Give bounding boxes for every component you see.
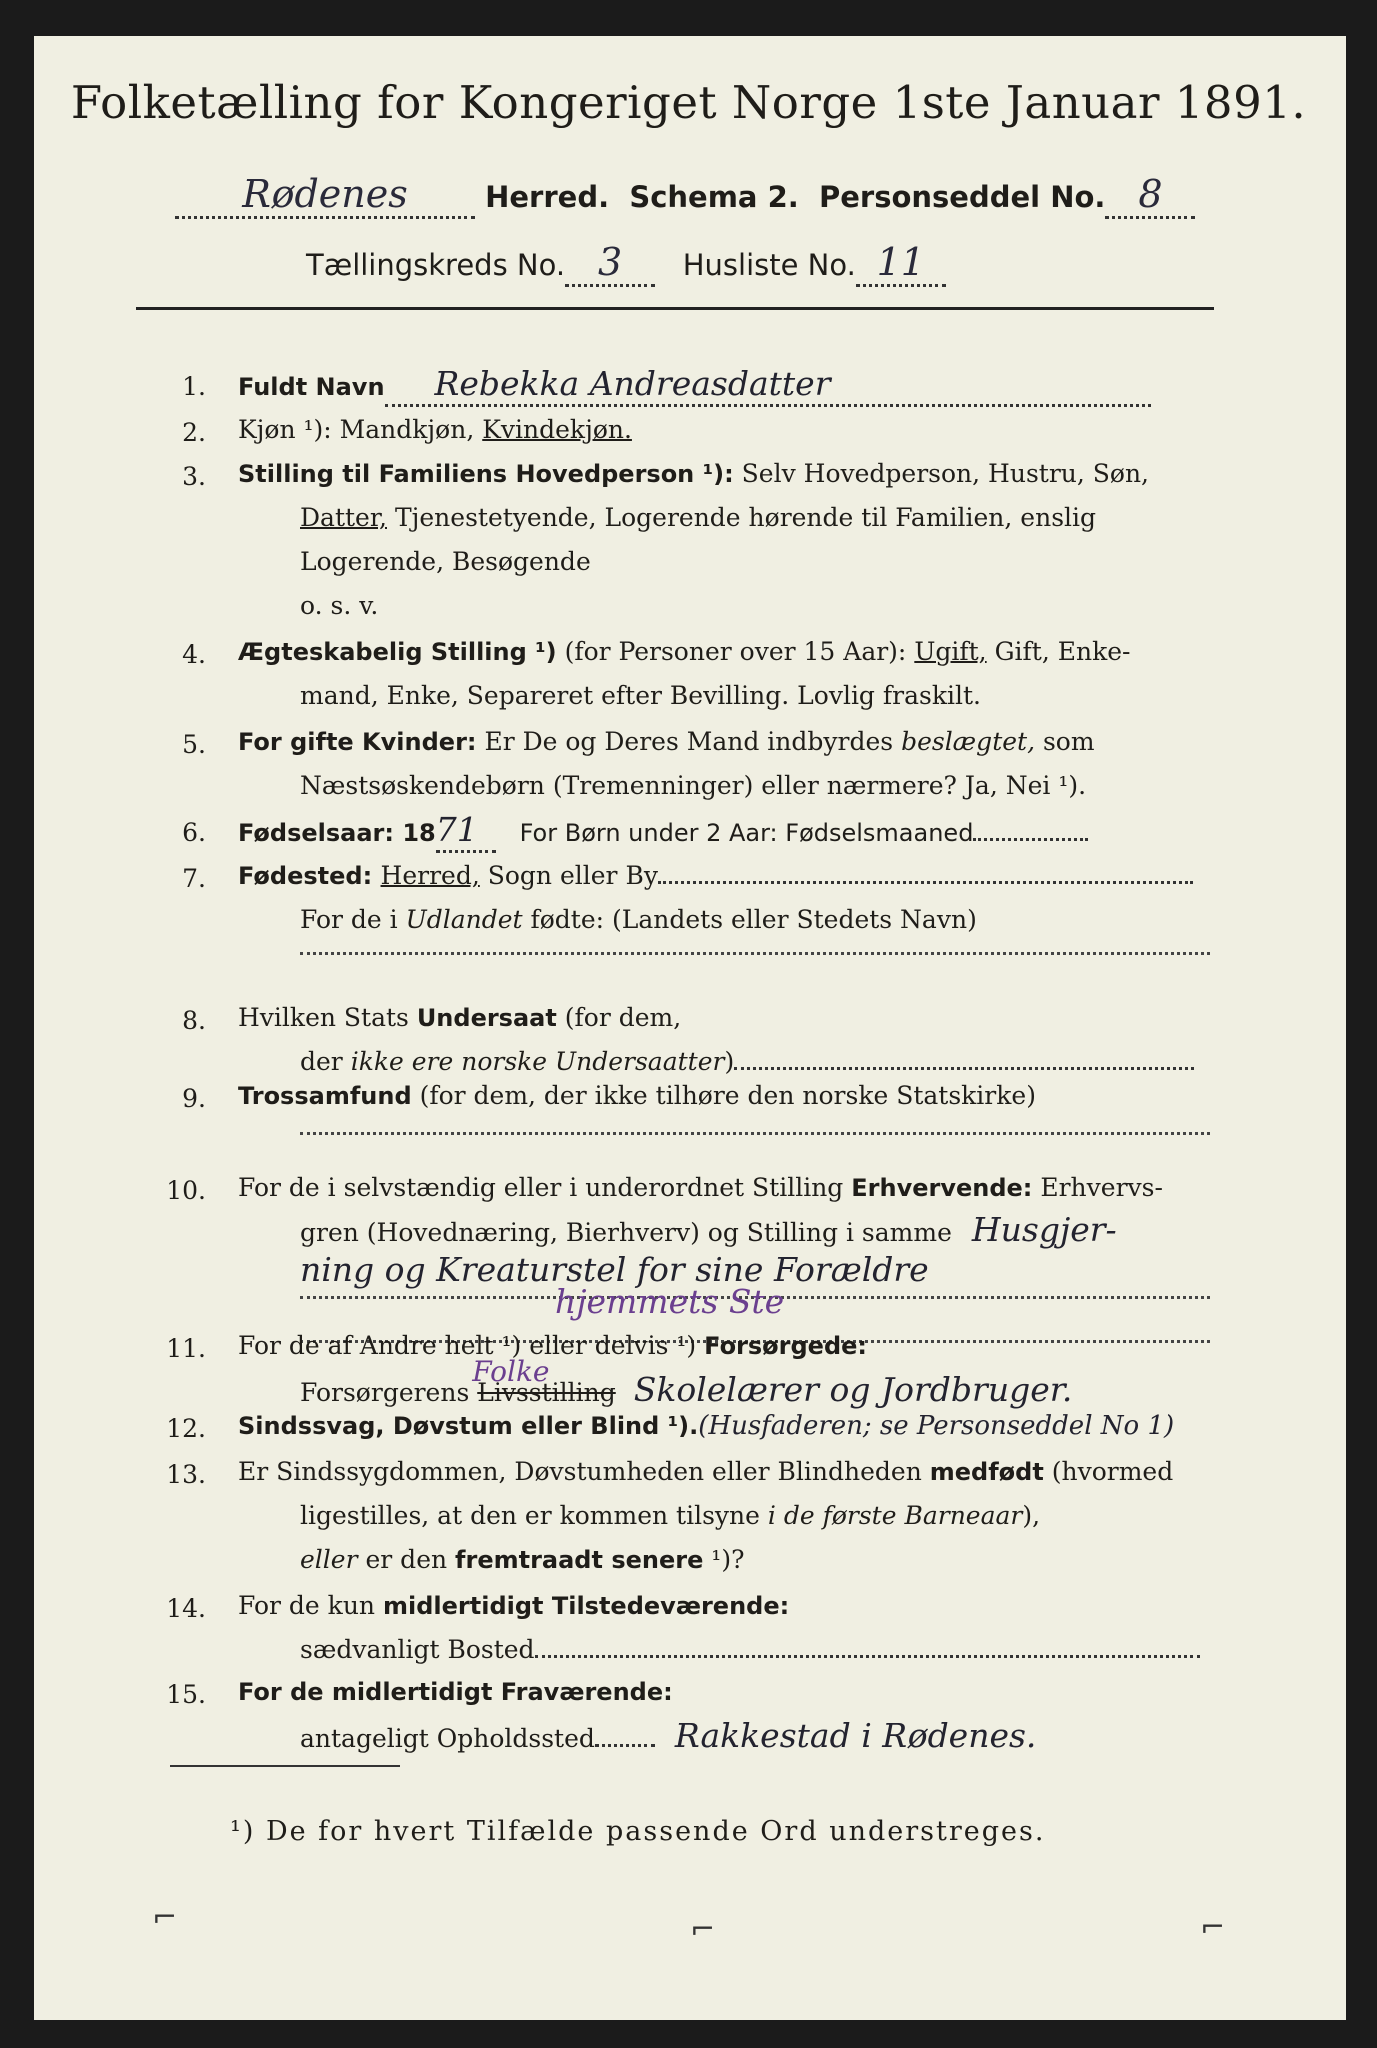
temporary-present-keyword: midlertidigt Tilstedeværende: [382, 1592, 790, 1620]
occupation-value: Husgjer- [971, 1210, 1117, 1249]
disability-onset-label: Er Sindssygdommen, Døvstumheden eller Blindheden [238, 1457, 930, 1486]
citizenship-blank [734, 1067, 1194, 1070]
header-rule [136, 307, 1214, 310]
disability-onset-label: ), [1022, 1501, 1041, 1530]
taellingskreds-line [306, 240, 946, 287]
married-women-question: Er De og Deres Mand indbyrdes [476, 727, 902, 756]
item-number: 15. [166, 1680, 206, 1709]
birth-month-value [973, 838, 1088, 841]
disability-onset-label: ligestilles, at den er kommen tilsyne [300, 1501, 768, 1530]
husliste-label: Husliste No. [682, 248, 856, 282]
occupation-value-line2: ning og Kreaturstel for sine Forældre [300, 1250, 929, 1289]
marital-status-selected: Ugift, [914, 637, 987, 666]
item-15-line2 [300, 1716, 1036, 1759]
item-4-line2: mand, Enke, Separeret efter Bevilling. Lovlig fraskilt. [300, 681, 981, 710]
corner-mark: ⌐ [152, 1900, 178, 1935]
husliste-value: 11 [856, 240, 946, 287]
full-name-label: Fuldt Navn [238, 373, 385, 401]
item-14-line1 [238, 1586, 789, 1626]
disability-onset-label: ¹)? [703, 1545, 745, 1574]
temporary-absent-label: For de midlertidigt Fraværende: [238, 1678, 673, 1706]
disability-label: Sindssvag, Døvstum eller Blind ¹). [238, 1412, 699, 1440]
item-number: 5. [182, 730, 206, 759]
probable-residence-value: Rakkestad i Rødenes. [674, 1716, 1037, 1755]
item-12 [238, 1406, 1174, 1446]
religion-blank [300, 1132, 1210, 1135]
birth-year-label: Fødselsaar: 18 [238, 819, 436, 847]
disability-onset-label: (hvormed [1043, 1457, 1174, 1486]
probable-residence-blank [595, 1744, 655, 1747]
taellingskreds-label: Tællingskreds No. [306, 248, 566, 282]
item-1 [238, 364, 1151, 407]
schema-label: Schema 2. [629, 180, 799, 214]
family-position-options: Selv Hovedperson, Hustru, Søn, [733, 459, 1149, 488]
personseddel-label: Personseddel No. [818, 180, 1106, 214]
citizenship-note: der [300, 1047, 351, 1076]
item-number: 12. [166, 1414, 206, 1443]
dependent-label: For de af Andre helt ¹) eller delvis ¹) [238, 1331, 705, 1360]
citizenship-note: ) [724, 1047, 735, 1076]
item-13-line2 [300, 1496, 1040, 1536]
provider-correction: Folke [472, 1355, 550, 1388]
item-number: 3. [182, 462, 206, 491]
citizenship-label: Hvilken Stats [238, 1003, 417, 1032]
married-women-label: For gifte Kvinder: [238, 728, 477, 756]
item-number: 10. [166, 1176, 206, 1205]
birthplace-label: Fødested: [238, 862, 381, 890]
corner-mark: ⌐ [690, 1912, 716, 1947]
corner-mark: ⌐ [1200, 1910, 1226, 1945]
personseddel-value: 8 [1105, 172, 1195, 219]
occupation-keyword: Erhvervende: [851, 1174, 1033, 1202]
congenital-keyword: medfødt [929, 1458, 1044, 1486]
item-13-line3 [300, 1540, 745, 1580]
item-number: 2. [182, 418, 206, 447]
item-3-line1 [238, 454, 1149, 494]
disability-value: (Husfaderen; se Personseddel No 1) [698, 1411, 1175, 1441]
item-9 [238, 1076, 1036, 1116]
item-number: 14. [166, 1594, 206, 1623]
citizenship-label: (for dem, [556, 1003, 682, 1032]
herred-value: Rødenes [175, 172, 475, 219]
item-number: 11. [166, 1334, 206, 1363]
birthplace-blank [658, 881, 1193, 884]
temporary-present-label: For de kun [238, 1591, 383, 1620]
birthplace-selected: Herred, [380, 861, 480, 890]
item-number: 8. [182, 1006, 206, 1035]
birth-year-value: 71 [436, 810, 496, 853]
item-4-line1 [238, 632, 1131, 672]
marital-status-label: Ægteskabelig Stilling ¹) [238, 638, 557, 666]
item-15-line1 [238, 1672, 673, 1712]
item-5-line1 [238, 722, 1095, 762]
occupation-label: Erhvervs- [1032, 1173, 1163, 1202]
item-10-line2 [300, 1210, 1117, 1253]
marital-status-note: (for Personer over 15 Aar): [556, 637, 915, 666]
provider-value: Skolelærer og Jordbruger. [633, 1370, 1073, 1409]
item-number: 9. [182, 1084, 206, 1113]
item-13-line1 [238, 1452, 1173, 1492]
item-3-line2 [300, 498, 1096, 538]
religion-note: (for dem, der ikke tilhøre den norske Statskirke) [411, 1081, 1036, 1110]
item-5-line2: Næstsøskendebørn (Tremenninger) eller nærmere? Ja, Nei ¹). [300, 771, 1087, 800]
item-number: 1. [182, 372, 206, 401]
footnote-rule [170, 1765, 400, 1767]
disability-onset-label: er den [357, 1545, 456, 1574]
birth-month-label: For Børn under 2 Aar: Fødselsmaaned [519, 819, 974, 847]
footnote: ¹) De for hvert Tilfælde passende Ord understreges. [230, 1816, 1046, 1847]
foreign-born-label: fødte: (Landets eller Stedets Navn) [522, 905, 977, 934]
item-11-line1 [238, 1326, 867, 1366]
form-title: Folketælling for Kongeriget Norge 1ste Januar 1891. [70, 76, 1307, 129]
item-10-line1 [238, 1168, 1163, 1208]
item-3-line3: Logerende, Besøgende [300, 547, 591, 576]
full-name-value: Rebekka Andreasdatter [385, 364, 1151, 407]
herred-line [175, 172, 1195, 219]
family-position-selected: Datter, [300, 503, 387, 532]
provider-label: Forsørgerens [300, 1378, 478, 1407]
citizenship-keyword: Undersaat [416, 1004, 557, 1032]
religion-label: Trossamfund [238, 1082, 412, 1110]
taellingskreds-value: 3 [565, 240, 655, 287]
childhood-years: i de første Barneaar [767, 1501, 1023, 1530]
item-8-line1 [238, 998, 681, 1038]
usual-residence-label: sædvanligt Bosted [300, 1635, 535, 1664]
herred-label: Herred. [485, 180, 610, 214]
foreign-born-label: For de i [300, 905, 406, 934]
family-position-label: Stilling til Familiens Hovedperson ¹): [238, 460, 734, 488]
item-number: 7. [182, 864, 206, 893]
or-word: eller [300, 1545, 358, 1574]
item-number: 6. [182, 818, 206, 847]
item-7-line1 [238, 856, 1193, 896]
item-7-line2 [300, 900, 977, 940]
provider-struck-word: Livsstilling [477, 1378, 616, 1407]
item-2 [238, 410, 632, 450]
birthplace-options: Sogn eller By [479, 861, 658, 890]
family-position-options: Tjenestetyende, Logerende hørende til Familien, enslig [387, 503, 1097, 532]
related-word: beslægtet, [901, 727, 1036, 756]
probable-residence-label: antageligt Opholdssted [300, 1724, 595, 1753]
married-women-question: som [1035, 727, 1095, 756]
item-14-line2 [300, 1630, 1200, 1670]
occupation-value-line3: hjemmets Ste [555, 1282, 785, 1321]
item-6 [238, 810, 1088, 853]
item-3-line4: o. s. v. [300, 591, 379, 620]
dependent-keyword: Forsørgede: [704, 1332, 868, 1360]
foreign-born-blank [300, 952, 1210, 955]
foreign-word: Udlandet [405, 905, 523, 934]
usual-residence-blank [535, 1655, 1200, 1658]
marital-status-options: Gift, Enke- [986, 637, 1131, 666]
sex-label: Kjøn ¹): Mandkjøn, [238, 415, 483, 444]
occupation-label: For de i selvstændig eller i underordnet Stilling [238, 1173, 852, 1202]
occupation-label: gren (Hovednæring, Bierhverv) og Stilling i samme [300, 1218, 952, 1247]
item-number: 4. [182, 640, 206, 669]
sex-selected: Kvindekjøn. [482, 415, 632, 444]
citizenship-note-italic: ikke ere norske Undersaatter [350, 1047, 725, 1076]
later-onset-keyword: fremtraadt senere [455, 1546, 704, 1574]
item-number: 13. [166, 1460, 206, 1489]
